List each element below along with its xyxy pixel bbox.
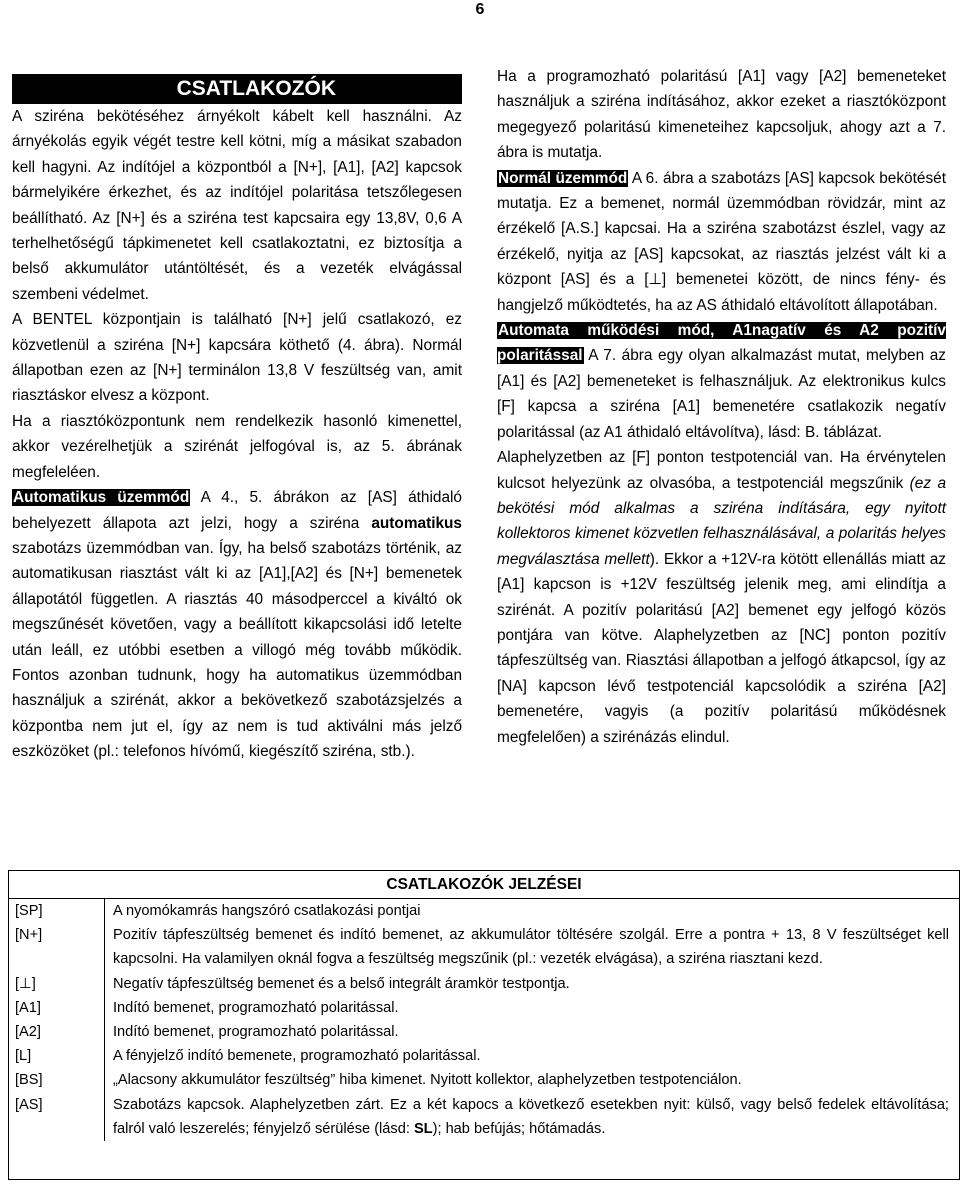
base-state-italic: (ez a bekötési mód alkalmas a sziréna indítására, egy nyitott kollektoros kimenet közvetlen felhasználásával, a polaritás helyes megválasztása mellett xyxy=(497,474,947,568)
automatic-text-b: szabotázs üzemmódban van. Így, ha belső szabotázs történik, az automatikusan riasztást vált ki az [A1],[A2] és [N+] bemenetek állapotától független. A riasztás 40 másodperccel a kiváltó ok megszűnését követően, vagy a beállított kikapcsolási idő letelte után leáll, ez utóbbi esetben a villogó még tovább működik. Fontos azonban tudnunk, hogy ha automatikus üzemmódban használjuk a szirénát, akkor a bekövetkező szabotázsjelzés a központba nem jut el, így az nem is tud aktiválni más jelző eszközöket (pl.: telefonos hívómű, kiegészítő sziréna, stb.). xyxy=(12,539,462,761)
signal-code: [A1] xyxy=(15,999,41,1016)
signal-description: A nyomókamrás hangszóró csatlakozási pontjai xyxy=(104,899,959,923)
base-state-text-b: ). Ekkor a +12V-ra kötött ellenállás miatt az [A1] kapcson is +12V feszültség jelenik meg, ami elindítja a szirénát. A pozitív polaritású [A2] bemenet egy jelfogó közös pontjára van kötve. Alaphelyzetben az [NC] ponton pozitív tápfeszültség van. Riasztási állapotban a jelfogó átkapcsol, így az [NA] kapcson lévő testpotenciál kapcsolódik a sziréna [A2] bemenetére, vagyis (a pozitív polaritású működésnek megfelelően) a szirénázás elindul. xyxy=(497,550,946,746)
right-column xyxy=(497,64,946,750)
signal-code: [AS] xyxy=(15,1096,43,1113)
automatic-bold-word: automatikus xyxy=(371,514,462,532)
automatic-text-a: A 4., 5. ábrákon az [AS] áthidaló behelyezett állapota azt jelzi, hogy a sziréna xyxy=(12,489,462,532)
table-row xyxy=(9,1044,959,1068)
signal-description: Indító bemenet, programozható polaritással. xyxy=(104,1020,959,1044)
automata-mode-heading: Automata működési mód, A1nagatív és A2 pozitív polaritással xyxy=(497,322,946,365)
section-title: CSATLAKOZÓK xyxy=(12,74,462,104)
normal-mode-text: A 6. ábra a szabotázs [AS] kapcsok bekötését mutatja. Ez a bemenet, normál üzemmódban rövidzár, mint az érzékelő [A.S.] kapcsai. Ha a sziréna szabotázst észlel, vagy az érzékelő, nyitja az [AS] kapcsokat, az riasztás jelzést vált ki a központ [AS] és a [⊥] bemenetei között, de nincs fény- és hangjelző működtetés, ha az AS áthidaló eltávolított állapotában. xyxy=(497,169,946,314)
signal-code: [BS] xyxy=(15,1072,43,1089)
signal-description: A fényjelző indító bemenete, programozható polaritással. xyxy=(104,1044,959,1068)
automata-mode-text: A 7. ábra egy olyan alkalmazást mutat, melyben az [A1] és [A2] bemeneteket is felhasználjuk. Az elektronikus kulcs [F] kapcsa a sziréna [A1] bemenetére csatlakozik negatív polaritással (az A1 áthidaló eltávolítva), lásd: B. táblázat. xyxy=(497,347,946,441)
signal-code: [L] xyxy=(15,1048,32,1065)
paragraph-normal-mode xyxy=(497,166,946,318)
signals-table xyxy=(8,870,960,1180)
paragraph-automatic-mode xyxy=(12,485,462,764)
paragraph-automata-mode xyxy=(497,318,946,445)
table-row xyxy=(9,1093,959,1141)
page-number: 6 xyxy=(475,1,485,18)
automatic-mode-heading: Automatikus üzemmód xyxy=(13,489,190,507)
table-row xyxy=(9,972,959,996)
paragraph-bentel: A BENTEL központjain is található [N+] jelű csatlakozó, ez közvetlenül a sziréna [N+] kapcsára köthető (4. ábra). Normál állapotban ezen az [N+] terminálon 13,8 V feszültség van, amit riasztáskor elvesz a központ. xyxy=(12,311,462,405)
base-state-text-a: Alaphelyzetben az [F] ponton testpotenciál van. Ha érvénytelen kulcsot helyezünk az olvasóba, a testpotenciál megszűnik xyxy=(497,449,946,492)
signals-table-title: CSATLAKOZÓK JELZÉSEI xyxy=(9,871,959,899)
paragraph-programmable-polarity: Ha a programozható polaritású [A1] vagy [A2] bemeneteket használjuk a sziréna indításához, akkor ezeket a riasztóközpont megegyező polaritású kimeneteihez kapcsoljuk, ahogy azt a 7. ábra is mutatja. xyxy=(497,68,946,162)
signal-code: [A2] xyxy=(15,1024,41,1041)
paragraph-shielding: A sziréna bekötéséhez árnyékolt kábelt kell használni. Az árnyékolás egyik végét testre kell kötni, míg a másikat szabadon kell hagyni. Az indítójel a központból a [N+], [A1], [A2] kapcsok bármelyikére érkezhet, és az indítójel polaritása tetszőlegesen beállítható. Az [N+] és a sziréna test kapcsaira egy 13,8V, 0,6 A terhelhetőségű tápkimenetet kell csatlakoztatni, ez biztosítja a belső akkumulátor utántöltését, és a vezeték elvágással szembeni védelmet. xyxy=(12,108,462,303)
signal-description: Indító bemenet, programozható polaritással. xyxy=(104,996,959,1020)
table-row xyxy=(9,1020,959,1044)
paragraph-base-state xyxy=(497,445,946,750)
signal-code: [N+] xyxy=(15,927,43,944)
signal-description xyxy=(104,1093,959,1141)
table-row xyxy=(9,923,959,971)
tamper-text-b: ); hab befújás; hőtámadás. xyxy=(432,1120,606,1137)
signal-code: [SP] xyxy=(15,903,43,919)
table-row xyxy=(9,996,959,1020)
tamper-bold: SL xyxy=(413,1120,433,1137)
signal-description: Pozitív tápfeszültség bemenet és indító bemenet, az akkumulátor töltésére szolgál. Erre a pontra + 13, 8 V feszültséget kell kapcsolni. Ha valamilyen oknál fogva a feszültség megszűnik (pl.: vezeték elvágása), a sziréna riasztani kezd. xyxy=(104,923,959,971)
paragraph-relay: Ha a riasztóközpontunk nem rendelkezik hasonló kimenettel, akkor vezérelhetjük a szirénát jelfogóval is, az 5. ábrának megfeleléen. xyxy=(12,412,462,481)
signal-description: „Alacsony akkumulátor feszültség” hiba kimenet. Nyitott kollektor, alaphelyzetben testpotenciálon. xyxy=(104,1068,959,1092)
signal-code: [⊥] xyxy=(15,975,36,992)
left-column xyxy=(12,64,462,765)
table-row xyxy=(9,899,959,923)
normal-mode-heading: Normál üzemmód xyxy=(498,169,628,187)
tamper-text-a: Szabotázs kapcsok. Alaphelyzetben zárt. Ez a két kapocs a következő esetekben nyit: külső, vagy belső fedelek eltávolítása; falról való leszerelés; fényjelző sérülése (lásd: xyxy=(113,1096,949,1137)
signal-description: Negatív tápfeszültség bemenet és a belső integrált áramkör testpontja. xyxy=(104,972,959,996)
table-row xyxy=(9,1068,959,1092)
